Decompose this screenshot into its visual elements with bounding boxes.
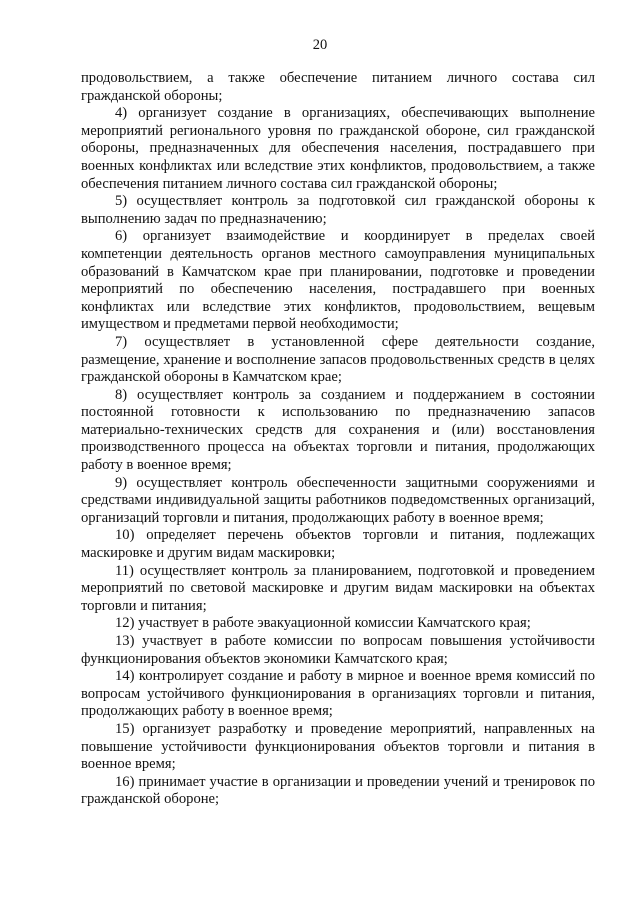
paragraph: 8) осуществляет контроль за созданием и поддержанием в состоянии постоянной готовности к использованию по предназначению запасов материально-технических средств для сохранения и (или) восстановления производственного процесса на объектах торговли и питания, продолжающих работу в военное время; [81, 386, 595, 474]
paragraph: 15) организует разработку и проведение мероприятий, направленных на повышение устойчивости функционирования объектов торговли и питания в военное время; [81, 720, 595, 773]
paragraph: 6) организует взаимодействие и координирует в пределах своей компетенции деятельность органов местного самоуправления муниципальных образований в Камчатском крае при планировании, подготовке и проведении мероприятий по обеспечению населения, пострадавшего при военных конфликтах или вследствие этих конфликтов, продовольствием, вещевым имуществом и предметами первой необходимости; [81, 228, 595, 333]
paragraph: 9) осуществляет контроль обеспеченности защитными сооружениями и средствами индивидуальной защиты работников подведомственных организаций, организаций торговли и питания, продолжающих работу в военное время; [81, 474, 595, 526]
paragraph: продовольствием, а также обеспечение питанием личного состава сил гражданской обороны; [81, 70, 595, 104]
paragraph: 11) осуществляет контроль за планированием, подготовкой и проведением мероприятий по световой маскировке и другим видам маскировки на объектах торговли и питания; [81, 562, 595, 614]
paragraph: 7) осуществляет в установленной сфере деятельности создание, размещение, хранение и восполнение запасов продовольственных средств в целях гражданской обороны в Камчатском крае; [81, 333, 595, 386]
paragraph: 10) определяет перечень объектов торговли и питания, подлежащих маскировке и другим видам маскировки; [81, 527, 595, 562]
page-number: 20 [312, 37, 328, 53]
paragraph: 4) организует создание в организациях, обеспечивающих выполнение мероприятий регионального уровня по гражданской обороне, сил гражданской обороны, предназначенных для обеспечения населения, пострадавшего при военных конфликтах или вследствие этих конфликтов, продовольствием, а также обеспечения питанием личного состава сил гражданской обороны; [81, 105, 595, 192]
paragraph: 14) контролирует создание и работу в мирное и военное время комиссий по вопросам устойчивого функционирования в организациях торговли и питания, продолжающих работу в военное время; [81, 668, 595, 720]
paragraph: 12) участвует в работе эвакуационной комиссии Камчатского края; [115, 615, 531, 632]
paragraph: 5) осуществляет контроль за подготовкой сил гражданской обороны к выполнению задач по предназначению; [81, 193, 595, 227]
document-body [81, 70, 595, 809]
paragraph: 16) принимает участие в организации и проведении учений и тренировок по гражданской обороне; [81, 773, 595, 808]
paragraph: 13) участвует в работе комиссии по вопросам повышения устойчивости функционирования объектов экономики Камчатского края; [81, 633, 595, 667]
